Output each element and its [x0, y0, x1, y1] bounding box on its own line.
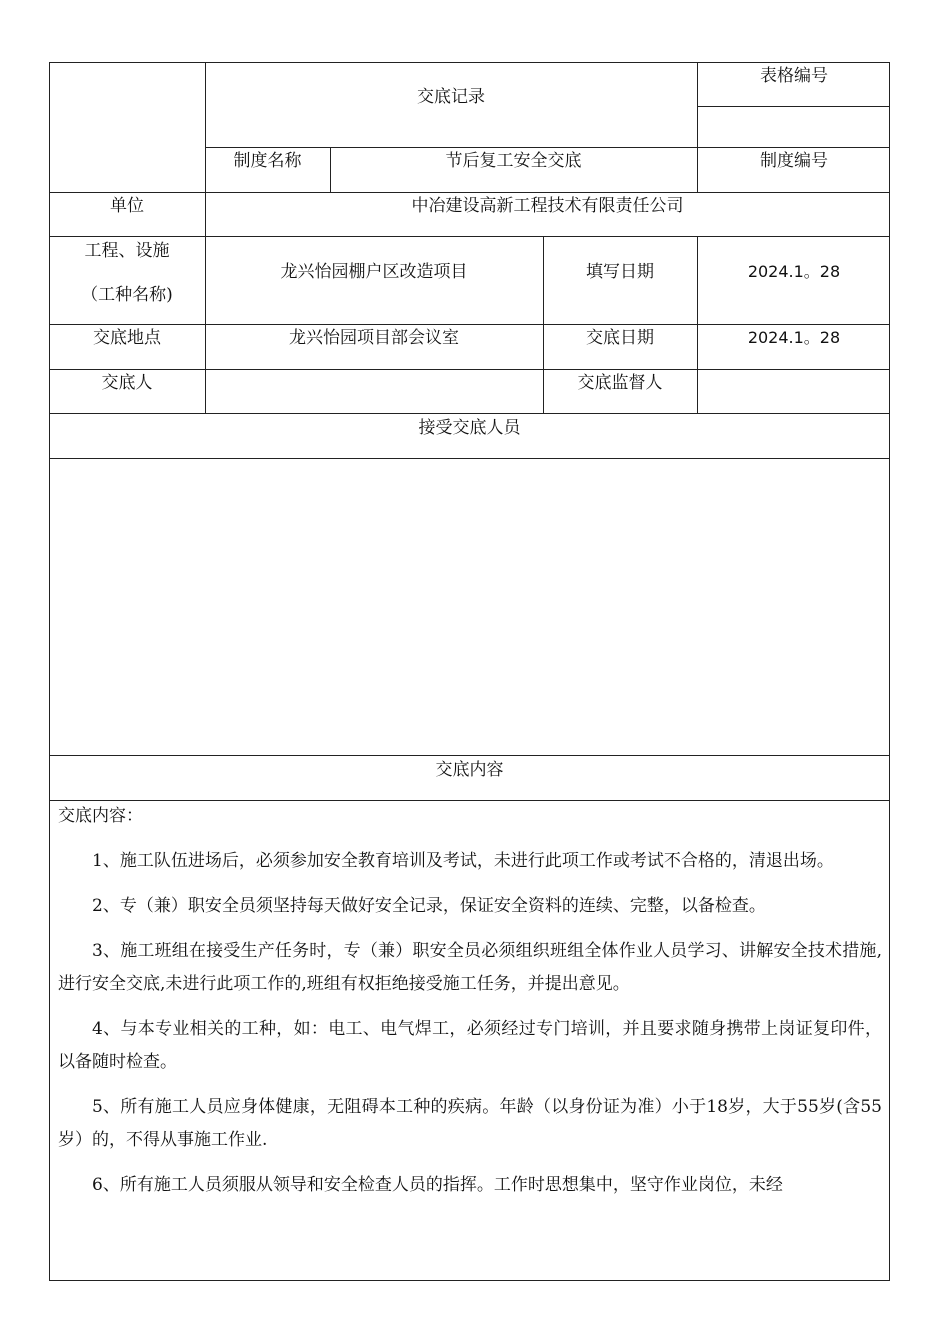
rule-system-row	[205, 147, 890, 148]
unit-label: 单位	[110, 196, 144, 216]
content-body	[58, 800, 882, 1202]
disclosure-date-label: 交底日期	[586, 328, 654, 348]
rule-location-row	[49, 324, 890, 325]
unit-value: 中冶建设高新工程技术有限责任公司	[411, 196, 684, 216]
recipients-area	[50, 459, 889, 755]
system-name-value: 节后复工安全交底	[445, 151, 582, 171]
system-number-label: 制度编号	[760, 151, 828, 171]
rule-content-header	[49, 755, 890, 756]
content-section-label: 交底内容	[435, 760, 504, 780]
location-value: 龙兴怡园项目部会议室	[289, 328, 459, 348]
rule-col-1	[205, 62, 206, 414]
content-paragraph-5: 5、所有施工人员应身体健康，无阻碍本工种的疾病。年龄（以身份证为准）小于18岁，大于55岁(含55岁）的，不得从事施工作业.	[58, 1097, 882, 1150]
form-number-label: 表格编号	[760, 66, 828, 86]
discloser-label: 交底人	[101, 373, 153, 393]
disclosure-date-value: 2024.1。28	[747, 328, 841, 347]
content-paragraph-3: 3、施工班组在接受生产任务时，专（兼）职安全员必须组织班组全体作业人员学习、讲解安全技术措施,进行安全交底,未进行此项工作的,班组有权拒绝接受施工任务，并提出意见。	[58, 941, 882, 994]
rule-form-no	[698, 106, 890, 107]
project-label-line1: 工程、设施	[84, 241, 170, 261]
fill-date-value: 2024.1。28	[747, 262, 841, 281]
fill-date-label: 填写日期	[586, 262, 654, 282]
system-name-label: 制度名称	[233, 151, 302, 171]
content-paragraph-1: 1、施工队伍进场后，必须参加安全教育培训及考试，未进行此项工作或考试不合格的，清退出场。	[92, 851, 834, 871]
project-value: 龙兴怡园棚户区改造项目	[280, 262, 468, 282]
rule-people-row	[49, 369, 890, 370]
supervisor-label: 交底监督人	[577, 373, 663, 393]
content-intro: 交底内容：	[58, 806, 143, 826]
recipients-label: 接受交底人员	[418, 418, 521, 438]
location-label: 交底地点	[93, 328, 161, 348]
rule-project-row	[49, 236, 890, 237]
rule-unit-row	[49, 192, 890, 193]
content-paragraph-6: 6、所有施工人员须服从领导和安全检查人员的指挥。工作时思想集中，坚守作业岗位，未经	[92, 1175, 783, 1195]
form-title: 交底记录	[417, 87, 485, 107]
rule-recipients-row	[49, 413, 890, 414]
content-paragraph-2: 2、专（兼）职安全员须坚持每天做好安全记录，保证安全资料的连续、完整，以备检查。	[92, 896, 766, 916]
project-label-line2: （工种名称)	[81, 285, 173, 305]
content-paragraph-4: 4、与本专业相关的工种，如：电工、电气焊工，必须经过专门培训，并且要求随身携带上岗证复印件，以备随时检查。	[58, 1019, 882, 1072]
